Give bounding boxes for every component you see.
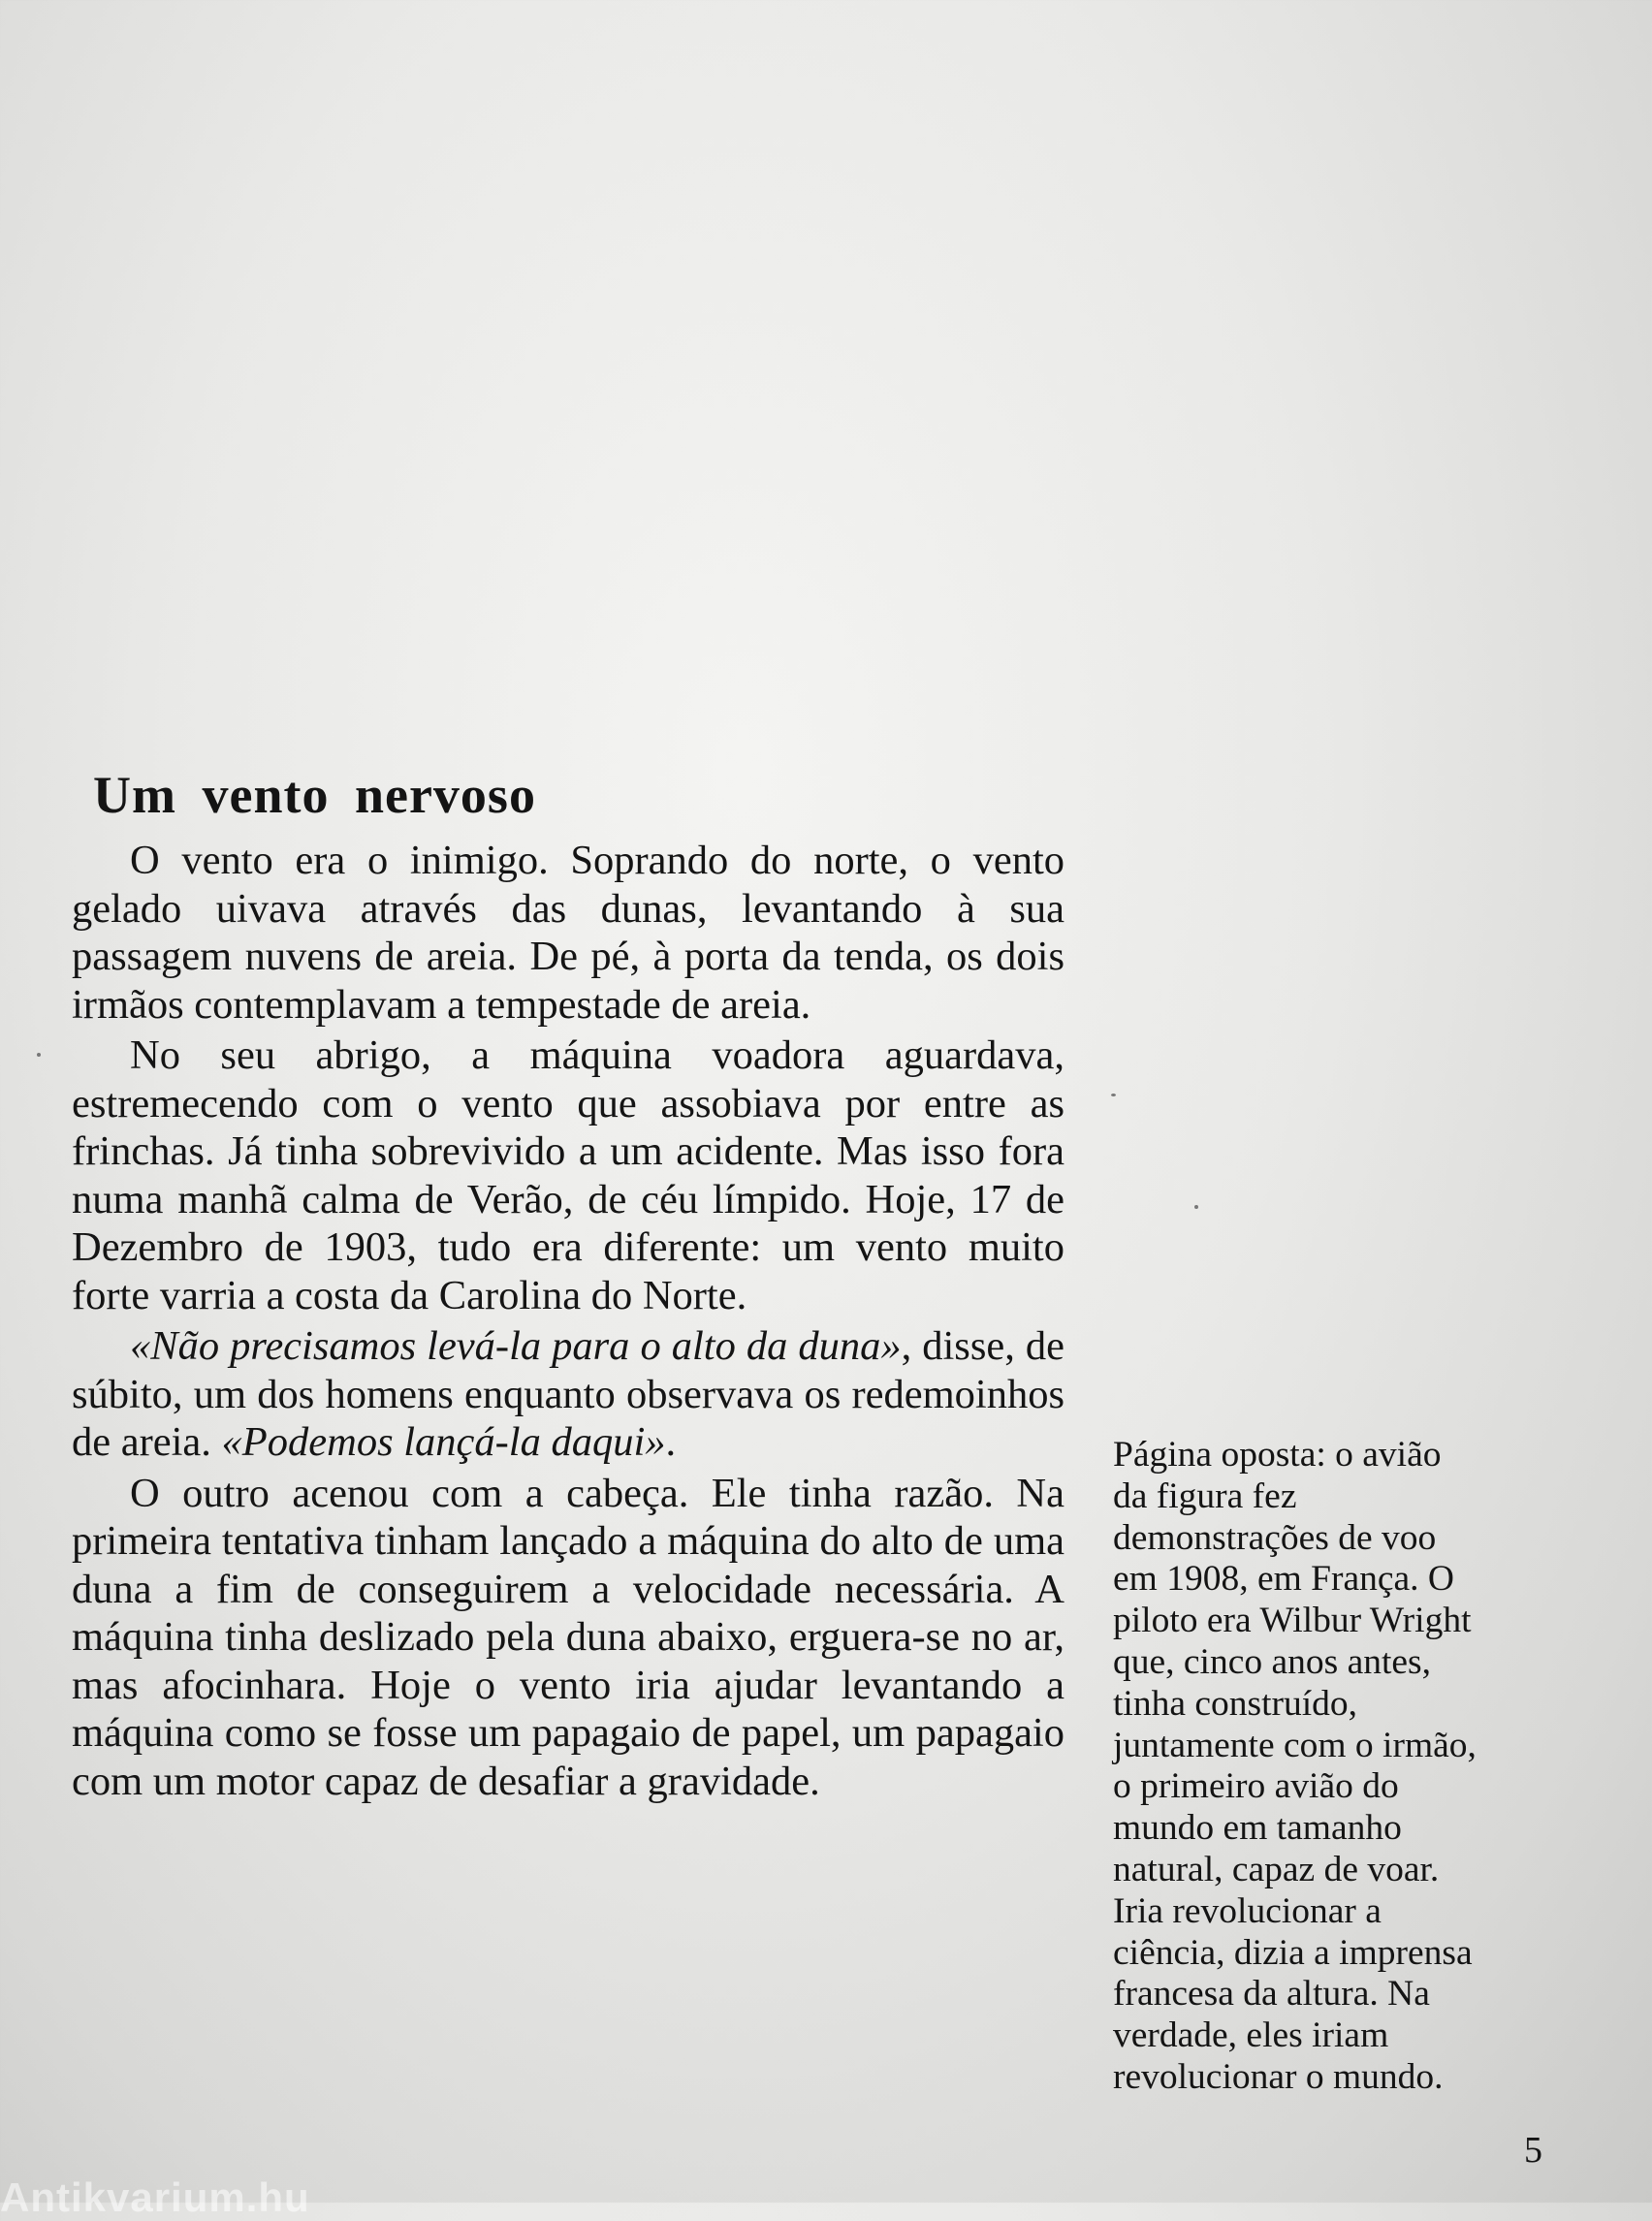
paragraph-4: O outro acenou com a cabeça. Ele tinha razão. Na primeira tentativa tinham lançado a máquina do alto de uma duna a fim de conseguirem a velocidade necessária. A máquina tinha deslizado pela duna abaixo, erguera-se no ar, mas afocinhara. Hoje o vento iria ajudar levantando a máquina como se fosse um papagaio de papel, um papagaio com um motor capaz de desafiar a gravidade.: [72, 1470, 1064, 1804]
dust-speck: [37, 1053, 41, 1057]
dust-speck: [1111, 1094, 1116, 1096]
caption-line: que, cinco anos antes,: [1113, 1641, 1432, 1682]
caption-line: da figura fez: [1113, 1475, 1297, 1516]
page-number: 5: [1524, 2130, 1542, 2171]
watermark: Antikvarium.hu: [0, 2174, 310, 2220]
caption-line: Página oposta: o avião: [1113, 1435, 1442, 1475]
caption-line: piloto era Wilbur Wright: [1113, 1601, 1472, 1641]
caption-line: ciência, dizia a imprensa: [1113, 1932, 1473, 1973]
caption-line: em 1908, em França. O: [1113, 1559, 1454, 1600]
paragraph-3: [72, 1322, 1064, 1467]
section-heading: Um vento nervoso: [93, 766, 536, 824]
caption-line: o primeiro avião do: [1113, 1766, 1399, 1807]
paragraph-1: O vento era o inimigo. Soprando do norte, o vento gelado uivava através das dunas, levantando à sua passagem nuvens de areia. De pé, à porta da tenda, os dois irmãos contemplavam a tempestade de areia.: [72, 838, 1064, 1028]
caption-line: mundo em tamanho: [1113, 1808, 1402, 1849]
caption-line: demonstrações de voo: [1113, 1517, 1437, 1558]
quote-2: «Podemos lançá-la daqui»: [221, 1419, 666, 1465]
caption-line: revolucionar o mundo.: [1113, 2056, 1444, 2097]
figure-caption: [1113, 1435, 1576, 2099]
quote-narration: , disse, de súbito, um dos homens enquanto observava os redemoinhos de areia.: [72, 1323, 1064, 1465]
main-text-column: [72, 761, 1064, 1805]
caption-line: natural, capaz de voar.: [1113, 1849, 1440, 1889]
caption-line: Iria revolucionar a: [1113, 1890, 1382, 1931]
caption-line: francesa da altura. Na: [1113, 1974, 1430, 2015]
caption-line: juntamente com o irmão,: [1113, 1725, 1477, 1765]
dust-speck: [1194, 1205, 1198, 1209]
paragraph-2: No seu abrigo, a máquina voadora aguardava, estremecendo com o vento que assobiava por entre as frinchas. Já tinha sobrevivido a um acidente. Mas isso fora numa manhã calma de Verão, de céu límpido. Hoje, 17 de Dezembro de 1903, tudo era diferente: um vento muito forte varria a costa da Carolina do Norte.: [72, 1032, 1064, 1318]
caption-line: tinha construído,: [1113, 1683, 1358, 1724]
caption-line: verdade, eles iriam: [1113, 2015, 1389, 2056]
quote-1: «Não precisamos levá-la para o alto da duna»: [130, 1323, 902, 1369]
quote-end: .: [665, 1419, 677, 1465]
